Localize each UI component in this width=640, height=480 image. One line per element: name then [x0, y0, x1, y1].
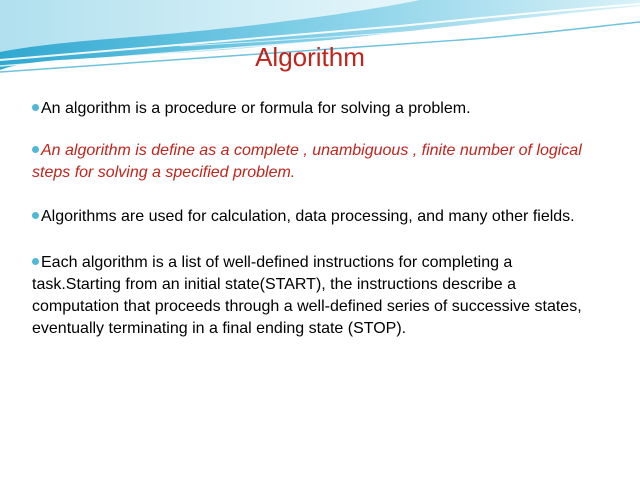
- bullet-item: [32, 98, 602, 120]
- slide-title: Algorithm: [255, 42, 365, 73]
- bullet-item: [32, 140, 602, 184]
- bullet-item: [32, 252, 602, 340]
- bullet-dot-icon: [32, 104, 39, 111]
- bullet-dot-icon: [32, 212, 39, 219]
- bullet-text-emphasis: An algorithm is define as a complete , unambiguous , finite number of logical steps for solving a specified problem.: [32, 142, 582, 181]
- bullet-list: [32, 98, 602, 360]
- bullet-text: An algorithm is a procedure or formula for solving a problem.: [41, 100, 471, 117]
- bullet-item: [32, 206, 602, 228]
- bullet-text: Algorithms are used for calculation, data processing, and many other fields.: [41, 208, 575, 225]
- bullet-text: Each algorithm is a list of well-defined instructions for completing a task.Starting from an initial state(START), the instructions describe a computation that proceeds through a well-defined series of successive states, eventually terminating in a final ending state (STOP).: [32, 254, 582, 337]
- bullet-dot-icon: [32, 258, 39, 265]
- bullet-dot-icon: [32, 146, 39, 153]
